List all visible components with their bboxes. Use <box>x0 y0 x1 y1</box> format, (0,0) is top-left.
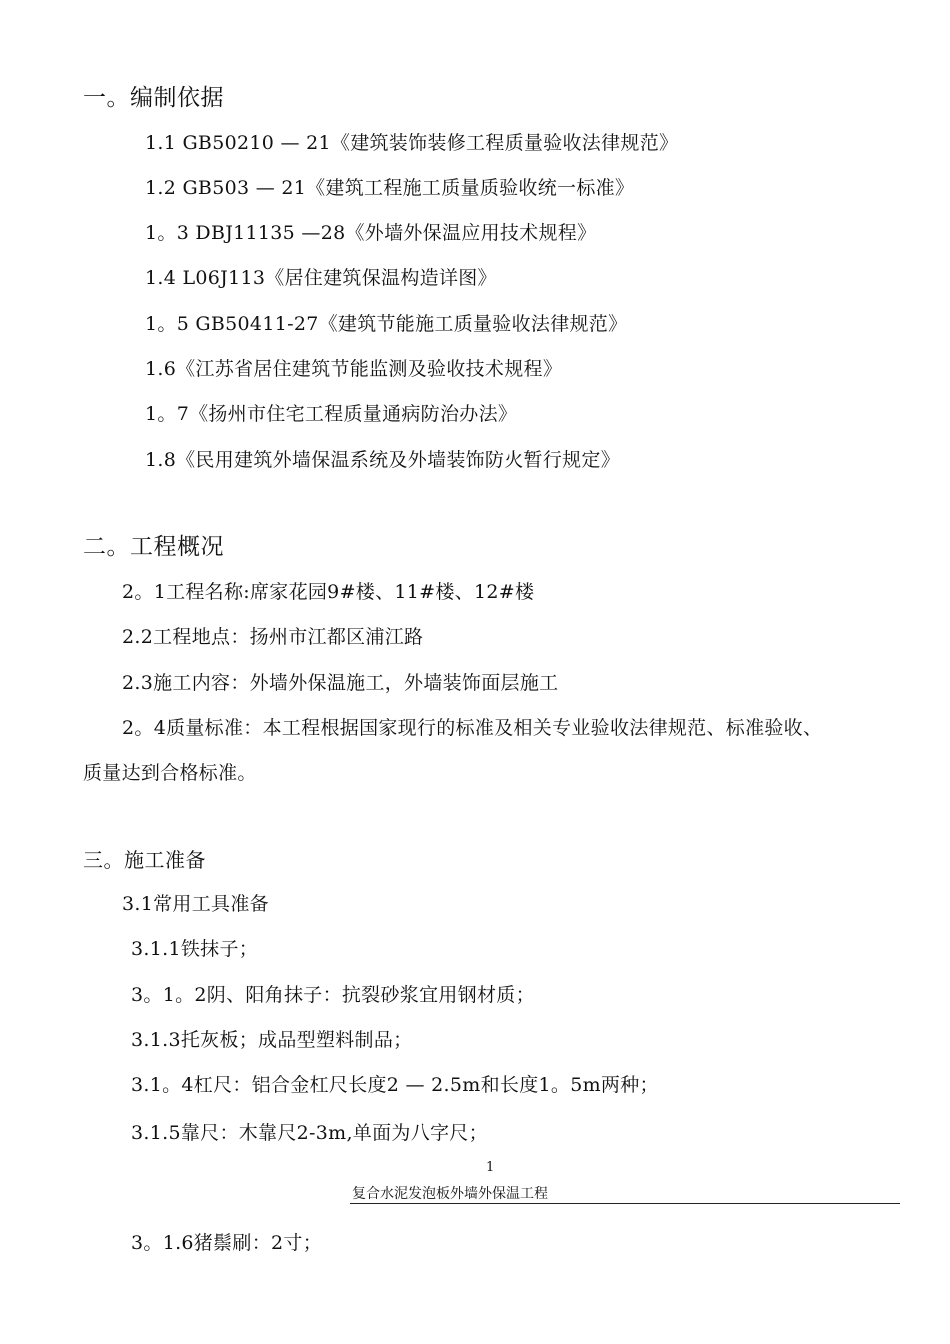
tool-item-5: 3.1.5靠尺：木靠尺2-3m,单面为八字尺； <box>131 1122 488 1144</box>
basis-item-2: 1.2 GB503 — 21《建筑工程施工质量质验收统一标准》 <box>145 177 635 199</box>
tool-item-1: 3.1.1铁抹子； <box>131 938 259 960</box>
footer-title: 复合水泥发泡板外墙外保温工程 <box>352 1186 548 1202</box>
tool-item-2: 3。1。2阴、阳角抹子：抗裂砂浆宜用钢材质； <box>131 984 535 1006</box>
basis-item-8: 1.8《民用建筑外墙保温系统及外墙装饰防火暂行规定》 <box>145 449 621 471</box>
tool-item-3: 3.1.3托灰板；成品型塑料制品； <box>131 1029 413 1051</box>
overview-item-4: 2。4质量标准：本工程根据国家现行的标准及相关专业验收法律规范、标准验收、 <box>122 717 823 739</box>
footer-divider <box>350 1203 900 1204</box>
tool-item-4: 3.1。4杠尺：铝合金杠尺长度2 — 2.5m和长度1。5m两种； <box>131 1074 659 1096</box>
overview-item-2: 2.2工程地点：扬州市江都区浦江路 <box>122 626 424 648</box>
basis-item-6: 1.6《江苏省居住建筑节能监测及验收技术规程》 <box>145 358 563 380</box>
basis-item-3: 1。3 DBJ11135 —28《外墙外保温应用技术规程》 <box>145 222 597 244</box>
tools-subheading: 3.1常用工具准备 <box>122 893 269 915</box>
basis-item-1: 1.1 GB50210 — 21《建筑装饰装修工程质量验收法律规范》 <box>145 132 679 154</box>
basis-item-5: 1。5 GB50411-27《建筑节能施工质量验收法律规范》 <box>145 313 628 335</box>
next-page-first-line: 3。1.6猪鬃刷：2寸； <box>131 1232 322 1254</box>
section-2-heading: 二。工程概况 <box>83 534 224 560</box>
overview-item-4-continued: 质量达到合格标准。 <box>83 762 257 784</box>
page-number: 1 <box>486 1160 495 1175</box>
basis-item-7: 1。7《扬州市住宅工程质量通病防治办法》 <box>145 403 518 425</box>
overview-item-3: 2.3施工内容：外墙外保温施工，外墙装饰面层施工 <box>122 672 559 694</box>
section-1-heading: 一。编制依据 <box>83 85 224 111</box>
basis-item-4: 1.4 L06J113《居住建筑保温构造详图》 <box>145 267 497 289</box>
section-3-heading: 三。施工准备 <box>83 848 206 872</box>
overview-item-1: 2。1工程名称:席家花园9#楼、11#楼、12#楼 <box>122 581 535 603</box>
